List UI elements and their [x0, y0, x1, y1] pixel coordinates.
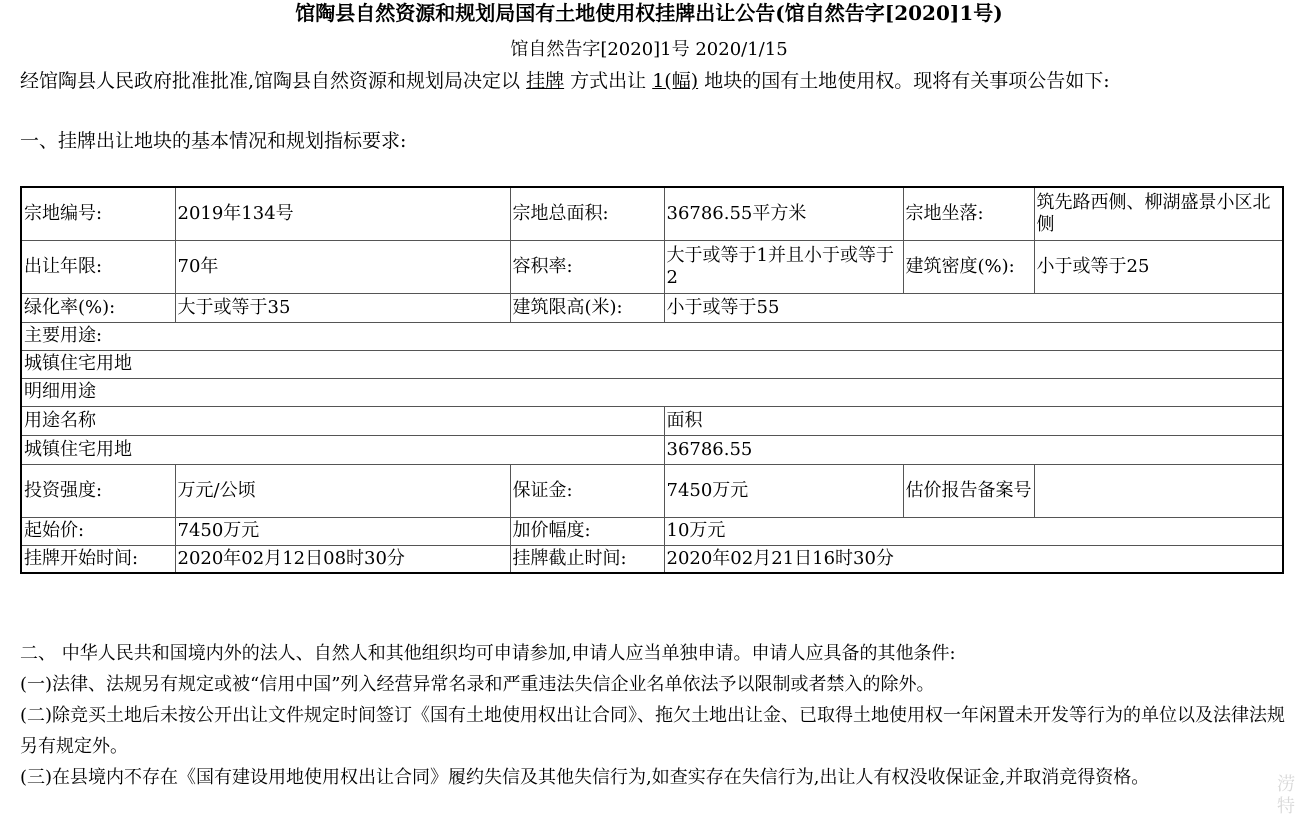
intro-mid: 方式出让: [570, 70, 647, 92]
use-name-header: 用途名称: [21, 406, 664, 435]
investment-label: 投资强度:: [21, 464, 175, 517]
height-label: 建筑限高(米):: [510, 293, 664, 322]
intro-suffix: 地块的国有土地使用权。现将有关事项公告如下:: [704, 70, 1110, 92]
table-row: [21, 293, 1283, 322]
section-2: [20, 638, 1290, 793]
section-1-heading: 一、挂牌出让地块的基本情况和规划指标要求:: [20, 130, 407, 152]
far-label: 容积率:: [510, 240, 664, 293]
listing-start-value: 2020年02月12日08时30分: [175, 545, 510, 573]
table-row: [21, 406, 1283, 435]
detail-use-label: 明细用途: [21, 378, 1283, 406]
table-row: [21, 240, 1283, 293]
use-area-value: 36786.55: [664, 435, 1283, 464]
table-row: [21, 464, 1283, 517]
density-label: 建筑密度(%):: [903, 240, 1034, 293]
land-info-table: [20, 186, 1284, 574]
listing-start-label: 挂牌开始时间:: [21, 545, 175, 573]
table-row: [21, 378, 1283, 406]
main-use-label: 主要用途:: [21, 322, 1283, 350]
deposit-value: 7450万元: [664, 464, 903, 517]
table-row: [21, 435, 1283, 464]
term-label: 出让年限:: [21, 240, 175, 293]
increment-value: 10万元: [664, 517, 1283, 545]
far-value: 大于或等于1并且小于或等于2: [664, 240, 903, 293]
table-row: [21, 187, 1283, 240]
location-value: 筑先路西侧、柳湖盛景小区北侧: [1034, 187, 1283, 240]
watermark: 涝特: [1277, 774, 1295, 817]
start-price-value: 7450万元: [175, 517, 510, 545]
height-value: 小于或等于55: [664, 293, 1283, 322]
total-area-value: 36786.55平方米: [664, 187, 903, 240]
valuation-label: 估价报告备案号: [903, 464, 1034, 517]
parcel-no-value: 2019年134号: [175, 187, 510, 240]
green-value: 大于或等于35: [175, 293, 510, 322]
density-value: 小于或等于25: [1034, 240, 1283, 293]
deposit-label: 保证金:: [510, 464, 664, 517]
condition-item-2: (二)除竞买土地后未按公开出让文件规定时间签订《国有土地使用权出让合同》、拖欠土地出让金、已取得土地使用权一年闲置未开发等行为的单位以及法律法规另有规定外。: [20, 705, 1286, 757]
table-row: [21, 322, 1283, 350]
page-title: 馆陶县自然资源和规划局国有土地使用权挂牌出让公告(馆自然告字[2020]1号): [295, 1, 1003, 25]
listing-end-value: 2020年02月21日16时30分: [664, 545, 1283, 573]
parcel-no-label: 宗地编号:: [21, 187, 175, 240]
use-name-value: 城镇住宅用地: [21, 435, 664, 464]
table-row: [21, 350, 1283, 378]
transfer-method: 挂牌: [526, 70, 565, 92]
valuation-value: [1034, 464, 1283, 517]
condition-item-3: (三)在县境内不存在《国有建设用地使用权出让合同》履约失信及其他失信行为,如查实存在失信行为,出让人有权没收保证金,并取消竞得资格。: [20, 767, 1150, 788]
start-price-label: 起始价:: [21, 517, 175, 545]
intro-prefix: 经馆陶县人民政府批准批准,馆陶县自然资源和规划局决定以: [20, 70, 521, 92]
location-label: 宗地坐落:: [903, 187, 1034, 240]
main-use-value: 城镇住宅用地: [21, 350, 1283, 378]
announcement-number-date: 馆自然告字[2020]1号 2020/1/15: [510, 39, 788, 60]
intro-paragraph: [20, 68, 1290, 94]
total-area-label: 宗地总面积:: [510, 187, 664, 240]
condition-item-1: (一)法律、法规另有规定或被“信用中国”列入经营异常名录和严重违法失信企业名单依法予以限制或者禁入的除外。: [20, 674, 935, 695]
table-row: [21, 545, 1283, 573]
area-header: 面积: [664, 406, 1283, 435]
term-value: 70年: [175, 240, 510, 293]
investment-value: 万元/公顷: [175, 464, 510, 517]
parcel-count: 1(幅): [652, 70, 699, 92]
listing-end-label: 挂牌截止时间:: [510, 545, 664, 573]
section-2-heading: 二、 中华人民共和国境内外的法人、自然人和其他组织均可申请参加,申请人应当单独申请。申请人应具备的其他条件:: [20, 643, 956, 664]
green-label: 绿化率(%):: [21, 293, 175, 322]
increment-label: 加价幅度:: [510, 517, 664, 545]
table-row: [21, 517, 1283, 545]
